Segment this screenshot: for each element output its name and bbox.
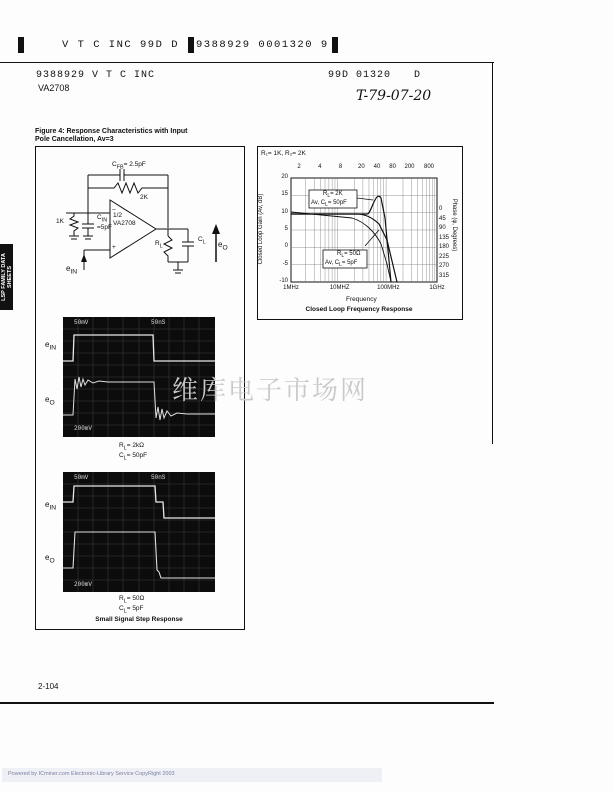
bode-top-tick: 40 [373,164,381,170]
footer-text: Powered by ICminer.com Electronic-Library Service CopyRight 2003 [8,771,175,777]
side-tab-line1: LSP FAMILY DATA [0,253,7,301]
scope2-screen [63,472,215,592]
bode-xlabel: Frequency [346,296,377,303]
side-tab [0,244,13,310]
bode-top-tick: 800 [423,164,434,170]
figure-title-line2: Pole Cancellation, Av=3 [35,136,114,143]
bode-left-tick: -5 [282,260,288,267]
bode-top-tick: 200 [404,164,415,170]
bode-caption: Closed Loop Frequency Response [305,306,413,313]
header-code: 9388929 0001320 9 [196,39,329,51]
bode-left-tick: 5 [284,226,288,232]
annot2-text: $R_L= 50\Omega$ Av, $C_L= 5pF$ [325,251,361,269]
rl-label: $R_L$ [155,240,163,250]
part-number: VA2708 [38,83,70,93]
bode-bottom-tick: 10MHZ [329,285,350,291]
ein-arrow [81,254,87,262]
top-header [18,37,338,54]
handwritten-ref: T-79-07-20 [356,88,432,104]
scope2-caption: Small Signal Step Response [95,616,183,623]
bode-bottom-tick: 1GHz [429,285,445,291]
bode-right-tick: 270 [439,263,450,269]
figure-title [35,128,187,144]
bode-left-tick: 15 [281,191,288,198]
cl-label: $C_L$ [198,236,206,246]
bode-top-tick: 4 [318,164,322,170]
scope1-label-in: $e_{IN}$ [45,340,57,352]
scope1-caption: $R_L= 2k\Omega$ $C_L= 50pF$ [119,442,148,462]
rf-label: 2K [140,194,148,201]
scope1-label-out: $e_O$ [45,395,55,407]
header-bar-mid [188,37,194,53]
figure-title-line1: Figure 4: Response Characteristics with Input [35,128,188,135]
bode-params: R₁= 1K, R₂= 2K [261,150,306,157]
eo-label: $e_O$ [218,240,228,252]
bode-right-tick: 90 [439,225,446,231]
footer-bar [2,768,382,782]
minus-sign: − [112,207,116,214]
bode-right-tick: 45 [439,215,446,222]
ein-label: $e_{IN}$ [66,264,78,276]
header-bar-left [18,37,24,53]
cfb-label: $C_{FB}= 2.5pF$ [112,161,146,171]
scope2-values: $R_L= 50\Omega$ $C_L= 5pF$ [119,595,145,615]
header-rule [0,62,494,63]
bode-top-tick: 80 [389,164,396,170]
bode-right-tick: 225 [439,253,450,260]
bode-right-tick: 0 [439,206,443,212]
bode-top-tick: 8 [338,164,343,170]
scope1-time: 50nS [151,319,166,326]
bode-ylabel-right: Phase (φ, Degrees) [451,198,457,252]
doc-rev: D [414,70,422,81]
scope2-label-out: $e_O$ [45,553,55,565]
header-company: V T C INC 99D D [62,39,180,51]
sub-header-left: 9388929 V T C INC [36,70,156,81]
scope1-ch-bot: 200mV [74,425,93,432]
cin-label: $C_{IN}$ =5pF [97,214,112,232]
bode-right-tick: 315 [439,272,450,279]
page-number: 2-104 [38,682,59,691]
scope2-time: 50nS [151,474,166,481]
bode-right-tick: 135 [439,234,450,241]
amp-label: 1/2 VA2708 [113,212,136,227]
plus-sign: + [112,244,116,251]
watermark: 维库电子市场网 [172,376,369,406]
scope2-label-in: $e_{IN}$ [45,500,57,512]
scope2-ch-bot: 200mV [74,581,93,588]
bode-left-tick: 0 [284,243,288,250]
rin-label: 1K [56,218,64,225]
bode-left-tick: -10 [279,278,288,284]
annot1-text: $R_L= 2K$ Av, $C_L= 50pF$ [311,191,347,209]
bottom-rule [0,702,494,704]
doc-code: 99D 01320 [328,70,392,81]
scope2-ch-top: 50mV [74,474,89,481]
side-tab-line2: SHEETS [6,266,13,289]
right-margin-rule [492,62,493,444]
bode-left-tick: 10 [281,208,288,215]
bode-top-tick: 2 [297,164,301,170]
header-bar-right [332,37,338,53]
eo-arrow [212,224,220,234]
bode-ylabel-left: Closed Loop Gain (Av, dB) [258,193,264,265]
bode-top-tick: 20 [358,164,365,170]
bode-bottom-tick: 100MHz [377,285,400,291]
bode-bottom-tick: 1MHz [283,285,299,291]
bode-right-tick: 180 [439,244,450,250]
bode-left-tick: 20 [281,174,288,180]
scope1-ch-top: 50mV [74,319,89,326]
